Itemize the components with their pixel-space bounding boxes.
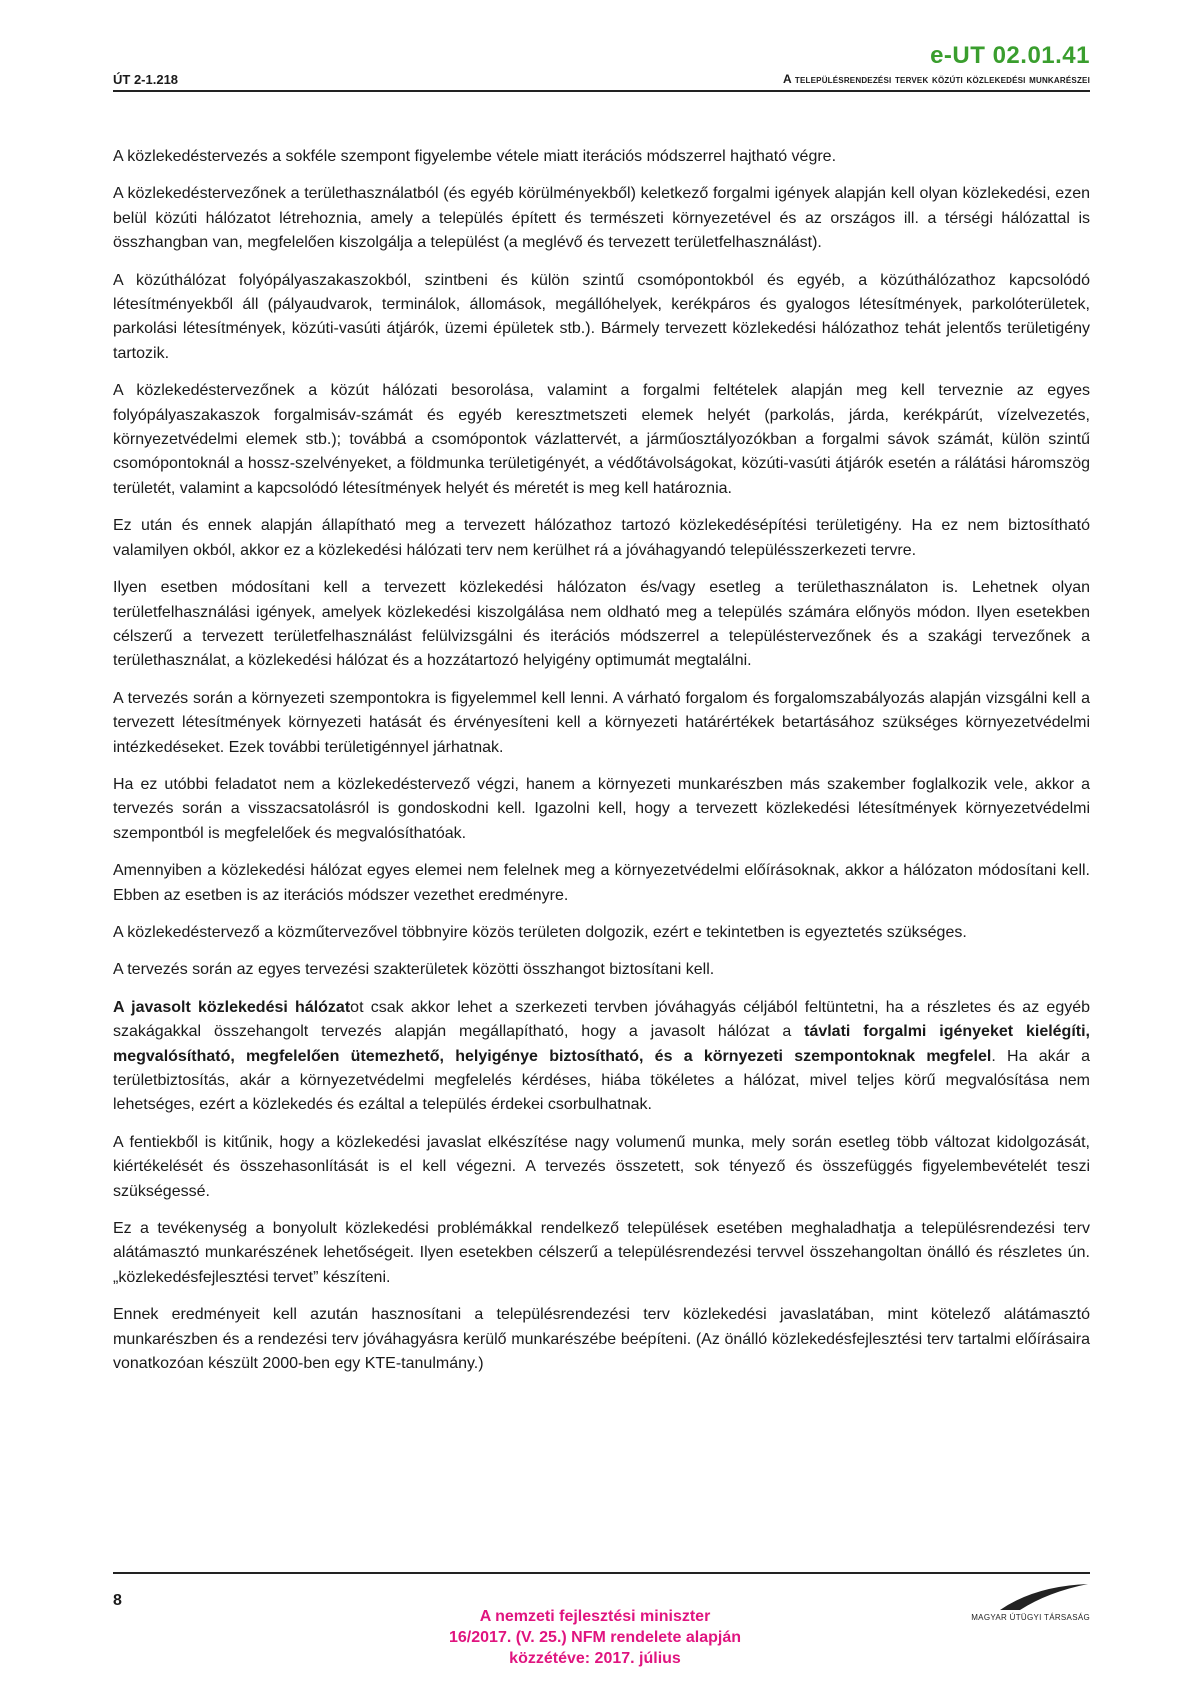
publication-notice xyxy=(0,1606,1190,1669)
bold-mixed-paragraph xyxy=(113,996,1090,1118)
paragraph: Ilyen esetben módosítani kell a tervezett közlekedési hálózaton és/vagy esetleg a területhasználaton is. Lehetnek olyan területfelhasználási igények, amelyek közlekedési kiszolgálása nem oldható meg a település számára előnyös módon. Ilyen esetekben célszerű a tervezett területfelhasználást felülvizsgálni és iterációs módszerrel a településtervezőnek és a szakági tervezőnek a területhasználat, a közlekedési hálózat és a hozzátartozó helyigény optimumát megtalálni. xyxy=(113,579,1090,670)
paragraph: A közlekedéstervező a közműtervezővel többnyire közös területen dolgozik, ezért e tekintetben is egyeztetés szükséges. xyxy=(113,923,967,941)
standard-number: ÚT 2-1.218 xyxy=(113,72,179,87)
logo-text: MAGYAR ÚTÜGYI TÁRSASÁG xyxy=(971,1613,1090,1622)
paragraph: Ez után és ennek alapján állapítható meg a tervezett hálózathoz tartozó közlekedésépítési területigény. Ha ez nem biztosítható valamilyen okból, akkor ez a közlekedési hálózati terv nem kerülhet rá a jóváhagyandó településszerkezeti tervre. xyxy=(113,517,1090,559)
paragraph: Ez a tevékenység a bonyolult közlekedési problémákkal rendelkező települések esetében meghaladhatja a településrendezési terv alátámasztó munkarészének lehetőségeit. Ilyen esetekben célszerű a településrendezési tervvel összehangoltan önálló és részletes ún. „közlekedésfejlesztési tervet” készíteni. xyxy=(113,1220,1090,1286)
bold-phrase: A javasolt közlekedési hálózat xyxy=(113,998,351,1016)
notice-line: A nemzeti fejlesztési miniszter xyxy=(479,1608,711,1625)
paragraph: A közúthálózat folyópályaszakaszokból, szintbeni és külön szintű csomópontokból és egyéb, a közúthálózathoz kapcsolódó létesítményekből áll (pályaudvarok, terminálok, állomások, megállóhelyek, kerékpáros és gyalogos létesítmények, parkolóterületek, parkolási létesítmények, közúti-vasúti átjárók, üzemi épületek stb.). Bármely tervezett közlekedési hálózathoz tehát jelentős területigény tartozik. xyxy=(113,271,1090,362)
page-number: 8 xyxy=(113,1592,122,1609)
paragraph: A közlekedéstervezőnek a területhasználatból (és egyéb körülményekből) keletkező forgalmi igények alapján kell olyan közlekedési, ezen belül közúti hálózatot létrehoznia, amely a település épített és természeti környezetével és az országos ill. a térségi hálózattal is összhangban van, megfelelően kiszolgálja a települést (a meglévő és tervezett területfelhasználást). xyxy=(113,185,1090,252)
paragraph: Ha ez utóbbi feladatot nem a közlekedéstervező végzi, hanem a környezeti munkarészben más szakember foglalkozik vele, akkor a tervezés során a visszacsatolásról is gondoskodni kell. Igazolni kell, hogy a tervezett közlekedési létesítmények környezetvédelmi szempontból is megfelelőek és megvalósíthatóak. xyxy=(113,775,1090,842)
paragraph: A közlekedéstervezés a sokféle szempont figyelembe vétele miatt iterációs módszerrel hajtható végre. xyxy=(113,148,837,165)
document-title: A településrendezési tervek közúti közlekedési munkarészei xyxy=(782,72,1090,86)
paragraph: Ennek eredményeit kell azután hasznosítani a településrendezési terv közlekedési javaslatában, mint kötelező alátámasztó munkarészben és a rendezési terv jóváhagyásra kerülő munkarészébe beépíteni. (Az önálló közlekedésfejlesztési terv tartalmi előírásaira vonatkozóan készült 2000-ben egy KTE-tanulmány.) xyxy=(113,1306,1090,1373)
paragraph-text: . Ha akár a területbiztosítás, akár a környezetvédelmi megfelelés kérdéses, hiába tökéletes a hálózat, mivel teljes körű megvalósítása nem lehetséges, ezért a közlekedés és ezáltal a település érdekei csorbulhatnak. xyxy=(113,1047,1090,1114)
paragraph: Amennyiben a közlekedési hálózat egyes elemei nem felelnek meg a környezetvédelmi előírásoknak, akkor a hálózaton módosítani kell. Ebben az esetben is az iterációs módszer vezethet eredményre. xyxy=(113,862,1090,904)
paragraph: A tervezés során a környezeti szempontokra is figyelemmel kell lenni. A várható forgalom és forgalomszabályozás alapján vizsgálni kell a tervezett létesítmények környezeti hatását és érvényesíteni kell a környezeti határértékek betartásához szükséges környezetvédelmi intézkedéseket. Ezek további területigénnyel járhatnak. xyxy=(113,689,1090,756)
document-code: e-UT 02.01.41 xyxy=(930,42,1090,69)
notice-line: 16/2017. (V. 25.) NFM rendelete alapján xyxy=(449,1629,741,1646)
paragraph: A fentiekből is kitűnik, hogy a közlekedési javaslat elkészítése nagy volumenű munka, mely során esetleg több változat kidolgozását, kiértékelését és összehasonlítását is el kell végezni. A tervezés összetett, sok tényező és összefüggés figyelembevételét teszi szükségessé. xyxy=(113,1133,1090,1200)
paragraph-text: ot csak akkor lehet a szerkezeti tervben jóváhagyás céljából feltüntetni, ha a részletes és az egyéb szakágakkal összehangolt tervezés alapján megállapítható, hogy a javasolt hálózat a xyxy=(113,998,1091,1041)
paragraph: A tervezés során az egyes tervezési szakterületek közötti összhangot biztosítani kell. xyxy=(113,961,715,979)
paragraph: A közlekedéstervezőnek a közút hálózati besorolása, valamint a forgalmi feltételek alapján meg kell terveznie az egyes folyópályaszakaszok forgalmisáv-számát és egyéb keresztmetszeti elemek helyét (parkolás, járda, kerékpárút, vízelvezetés, környezetvédelmi elemek stb.); továbbá a csomópontok vázlattervét, a járműosztályozókban a forgalmi sávok számát, külön szintű csomópontoknál a hossz-szelvényeket, a földmunka területigényét, a védőtávolságokat, közúti-vasúti átjárók esetén a rálátási háromszög területét, valamint a kapcsolódó létesítmények helyét és méretét is meg kell határoznia. xyxy=(113,382,1090,497)
header-divider xyxy=(113,90,1090,92)
footer-divider xyxy=(113,1572,1090,1574)
notice-line: közzétéve: 2017. július xyxy=(509,1650,681,1667)
body-text xyxy=(113,145,1090,1389)
bold-phrase: távlati forgalmi igényeket kielégíti, megvalósítható, megfelelően ütemezhető, helyigénye biztosítható, és a környezeti szempontoknak megfelel xyxy=(113,1023,1090,1065)
